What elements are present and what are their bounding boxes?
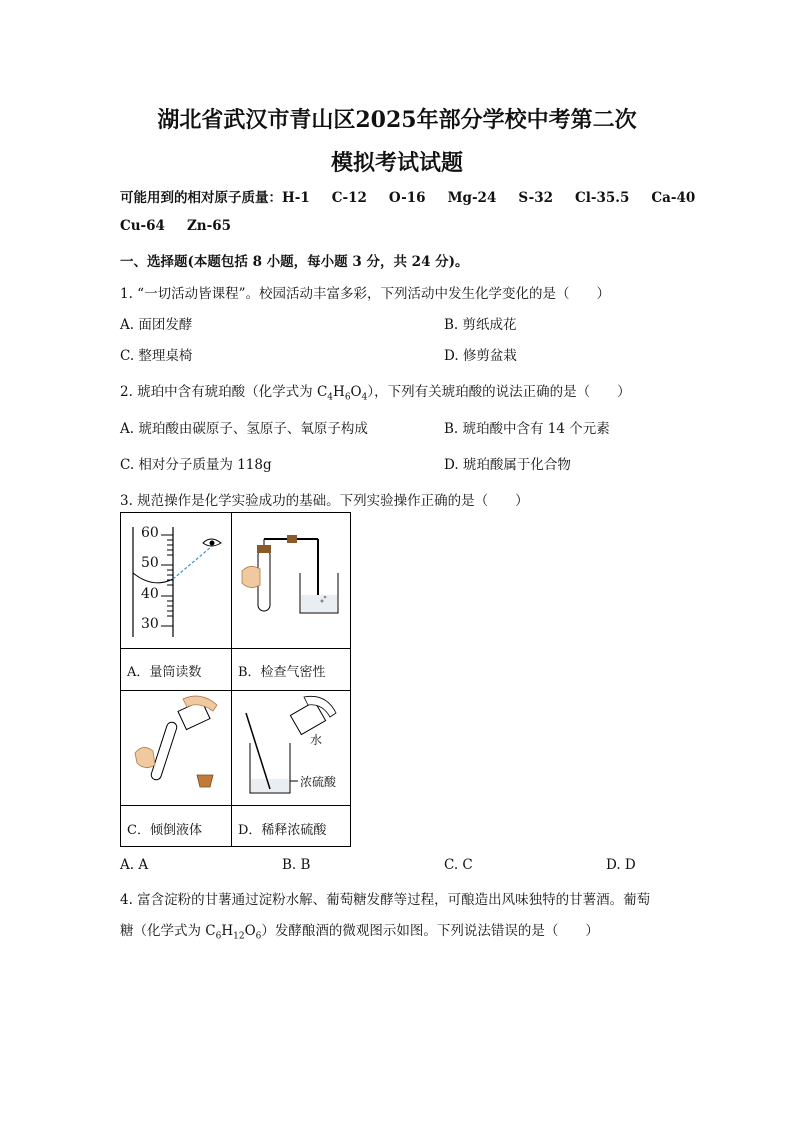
q2-option-d[interactable]: D. 琥珀酸属于化合物 [444,457,571,473]
mass-item: H-1 [282,190,310,206]
question-3-stem: 3. 规范操作是化学实验成功的基础。下列实验操作正确的是（ ） [120,493,529,509]
acid-label: 浓硫酸 [300,775,337,789]
water-label: 水 [310,733,323,747]
subscript: 12 [233,931,245,942]
subscript: 6 [344,392,351,403]
element-symbol: O [350,384,362,400]
scale-label: 50 [141,555,159,571]
q4-text: 糖（化学式为 C [120,923,216,939]
figure-d-diluting-acid [232,691,350,805]
q3-option-c[interactable]: C. C [444,857,473,873]
subscript: 4 [361,392,368,403]
q1-option-a[interactable]: A. 面团发酵 [120,317,193,333]
page-subtitle: 模拟考试试题 [330,150,463,176]
mass-item: Zn-65 [186,218,232,234]
mass-item: C-12 [331,190,367,206]
mass-item: Mg-24 [447,190,497,206]
figure-c-pouring-liquid [121,691,231,805]
element-symbol: O [244,923,256,939]
experiment-figure-grid [120,512,351,847]
mass-item: Cu-64 [120,218,165,234]
element-symbol: H [221,923,234,939]
caption-b: B．检查气密性 [238,665,326,680]
question-4-stem-line1: 4. 富含淀粉的甘薯通过淀粉水解、葡萄糖发酵等过程，可酿造出风味独特的甘薯酒。葡萄 [120,892,651,908]
question-2-stem [120,380,631,403]
q4-text: ）发酵酿酒的微观图示如图。下列说法错误的是（ ） [261,923,599,939]
figure-a-graduated-cylinder [121,513,231,648]
grid-divider [121,805,350,806]
q3-option-a[interactable]: A. A [120,857,149,873]
q1-option-d[interactable]: D. 修剪盆栽 [444,348,517,364]
q2-option-c[interactable]: C. 相对分子质量为 118g [120,457,272,473]
mass-item: S-32 [518,190,553,206]
subscript: 6 [215,931,222,942]
scale-label: 30 [141,616,159,632]
q2-text: 2. 琥珀中含有琥珀酸（化学式为 C [120,384,328,400]
q2-option-b[interactable]: B. 琥珀酸中含有 14 个元素 [444,421,610,437]
element-symbol: H [333,384,345,400]
grid-divider [121,648,350,649]
q2-text: ），下列有关琥珀酸的说法正确的是（ ） [367,384,631,400]
atomic-masses-line2 [120,218,253,234]
q1-option-c[interactable]: C. 整理桌椅 [120,348,193,364]
scale-label: 40 [141,586,159,602]
subscript: 6 [255,931,262,942]
caption-c: C．倾倒液体 [127,823,202,838]
caption-a: A．量筒读数 [127,665,202,680]
atomic-masses [120,186,717,206]
airtightness-illustration [232,513,350,648]
q3-option-d[interactable]: D. D [606,857,636,873]
q2-option-a[interactable]: A. 琥珀酸由碳原子、氢原子、氧原子构成 [120,421,368,437]
question-4-stem-line2 [120,919,599,942]
mass-item: O-16 [388,190,426,206]
caption-d: D．稀释浓硫酸 [238,823,327,838]
mass-item: Ca-40 [651,190,696,206]
section-heading: 一、选择题(本题包括 8 小题，每小题 3 分，共 24 分)。 [120,254,469,270]
question-1-stem: 1. “一切活动皆课程”。校园活动丰富多彩，下列活动中发生化学变化的是（ ） [120,286,610,302]
q3-option-b[interactable]: B. B [282,857,311,873]
pouring-illustration [121,691,231,805]
figure-b-airtightness-check [232,513,350,648]
scale-label: 60 [141,525,159,541]
mass-item: Cl-35.5 [574,190,630,206]
masses-label: 可能用到的相对原子质量： [120,190,282,206]
page-title: 湖北省武汉市青山区2025年部分学校中考第二次 [157,107,637,133]
graduated-cylinder-illustration [121,513,231,648]
subscript: 4 [327,392,334,403]
q1-option-b[interactable]: B. 剪纸成花 [444,317,517,333]
